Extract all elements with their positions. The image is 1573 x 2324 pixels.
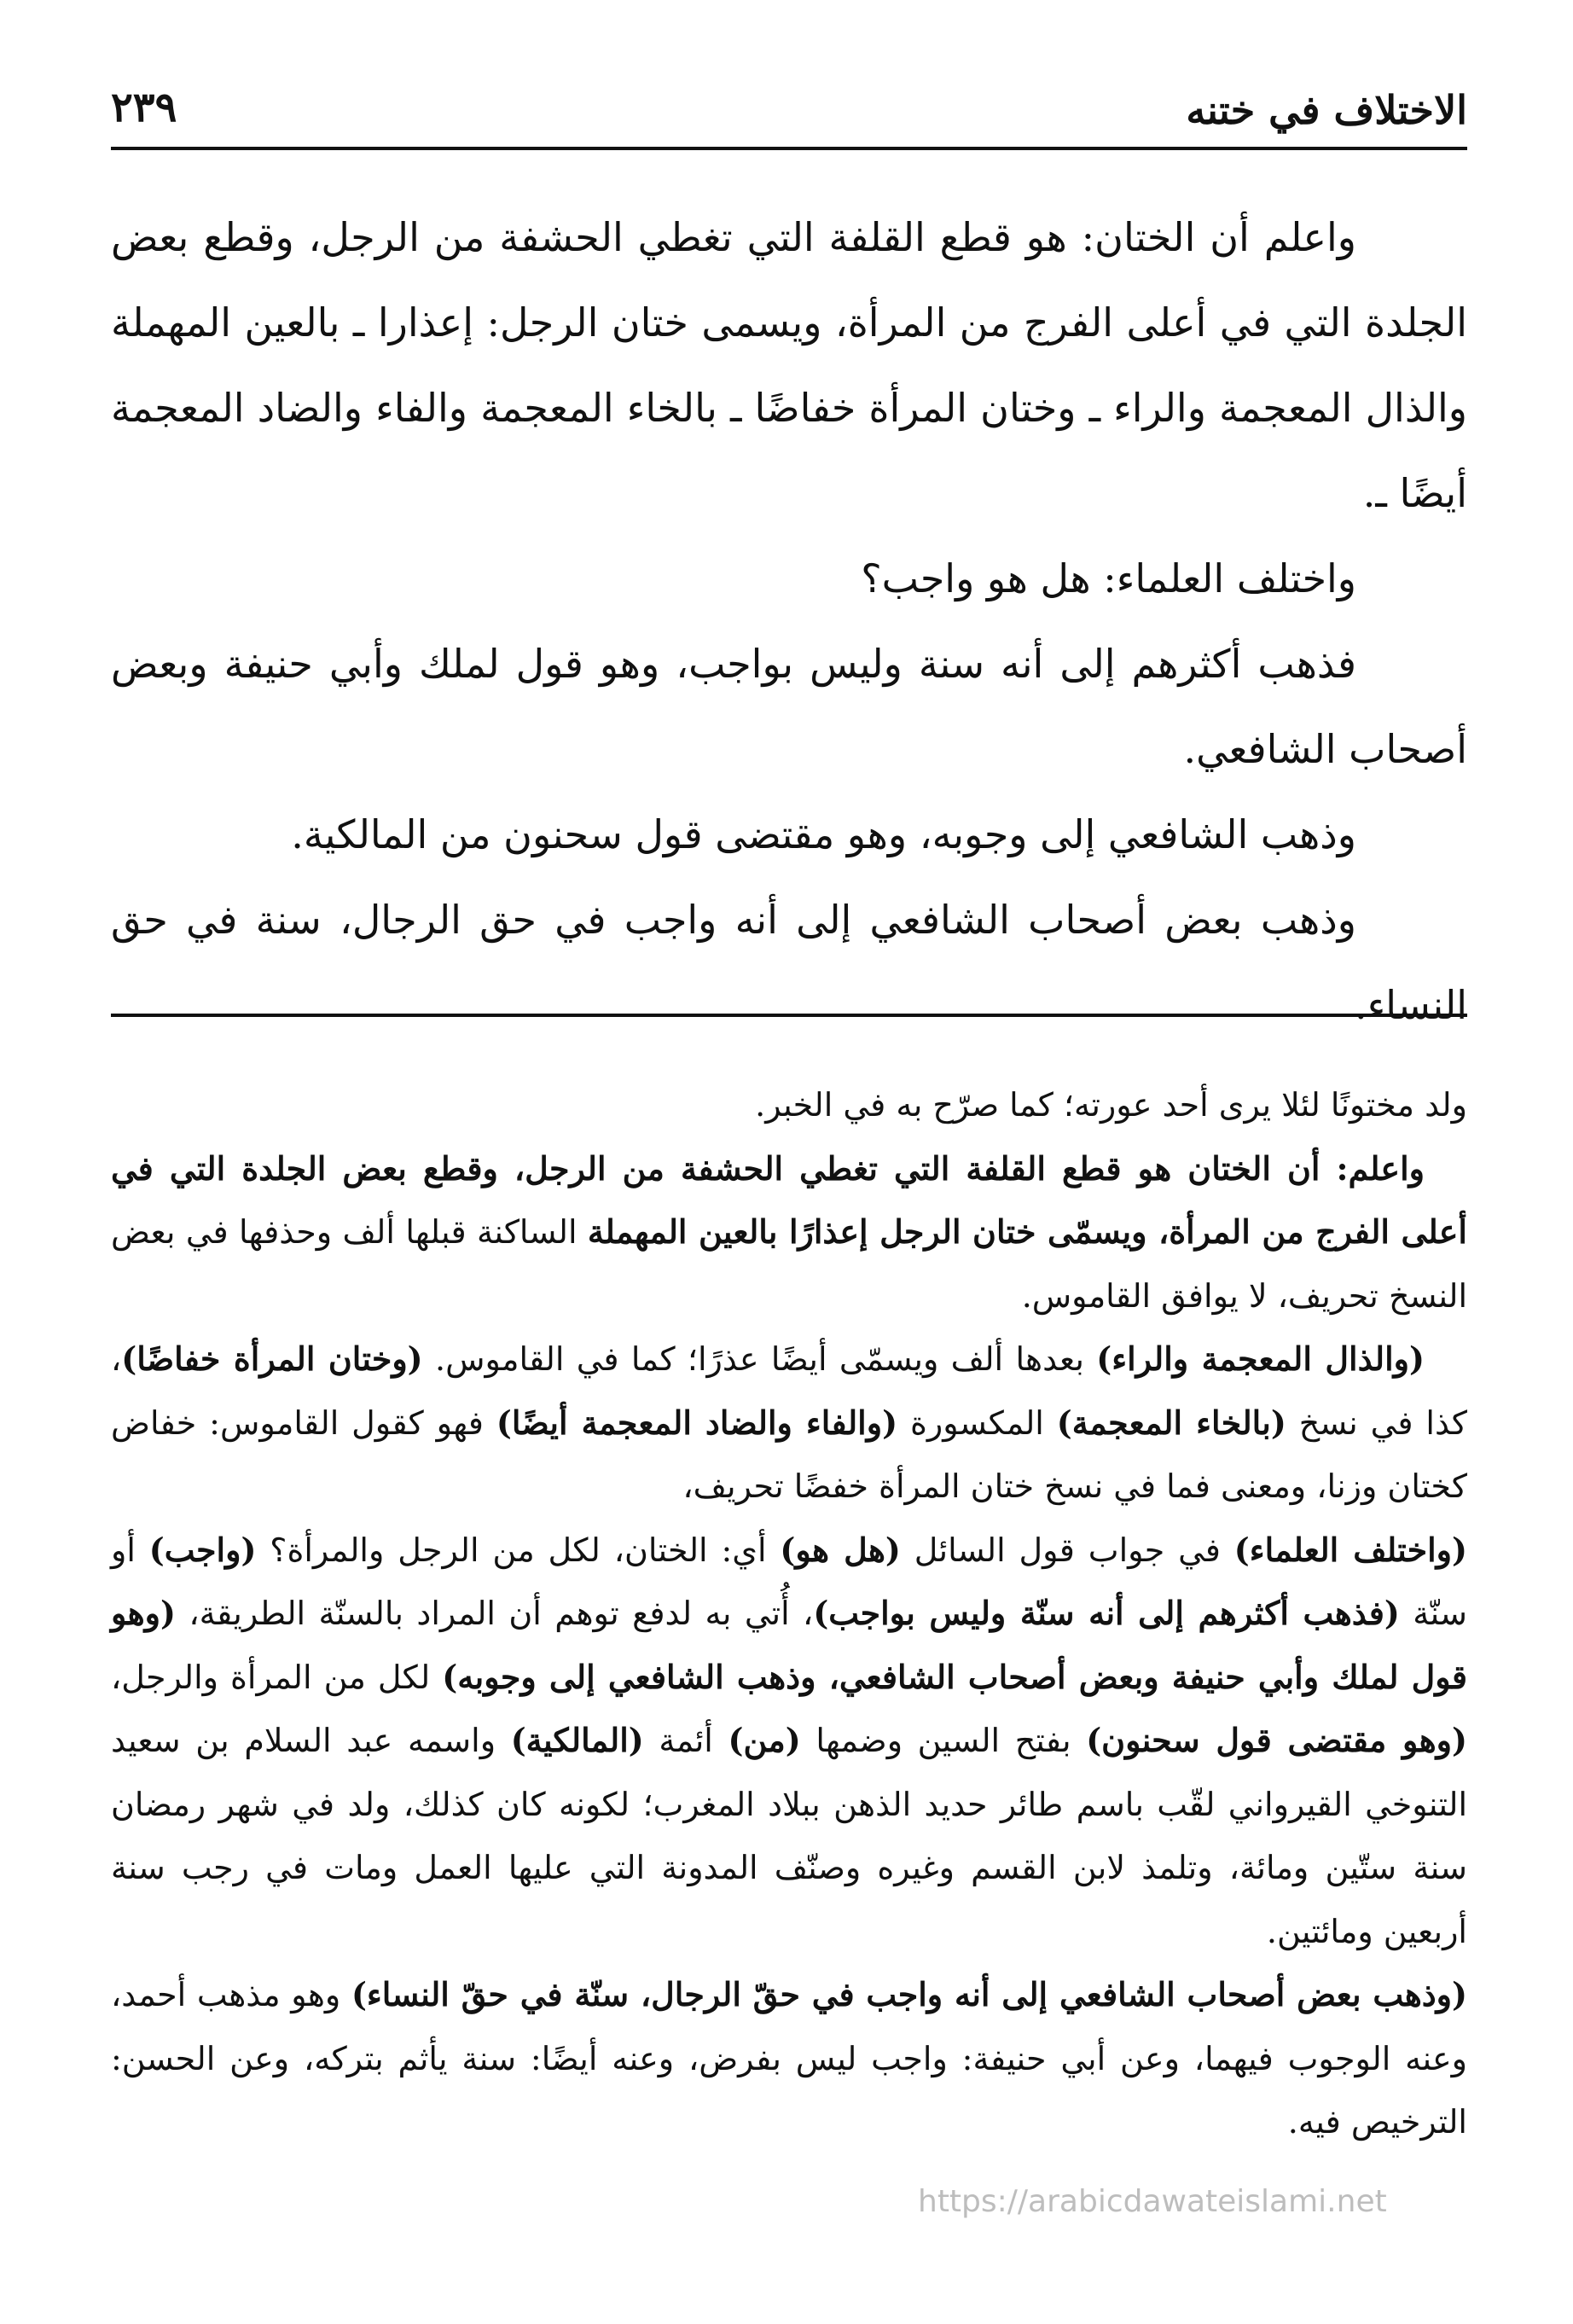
commentary-text: فهو كقول القاموس: خفاض كختان وزنا، ومعنى فما في نسخ ختان المرأة خفضًا تحريف، xyxy=(111,1403,1467,1505)
main-paragraph: واعلم أن الختان: هو قطع القلفة التي تغطي الحشفة من الرجل، وقطع بعض الجلدة التي في أعلى الفرج من المرأة، ويسمى ختان الرجل: إعذارا ـ بالعين المهملة والذال المعجمة والراء ـ وختان المرأة خفاضًا ـ بالخاء المعجمة والفاء والضاد المعجمة أيضًا ـ. xyxy=(111,214,1467,516)
quoted-text: (هل هو) xyxy=(780,1530,901,1569)
commentary xyxy=(111,1073,1467,2154)
quoted-text: (وختان المرأة خفاضًا) xyxy=(121,1339,423,1378)
commentary-text: المكسورة xyxy=(897,1403,1057,1442)
quoted-text: (والفاء والضاد المعجمة أيضًا) xyxy=(496,1403,898,1442)
commentary-paragraph xyxy=(111,1073,1467,1137)
commentary-text: أو سنّة xyxy=(111,1531,1467,1632)
main-paragraph: واختلف العلماء: هل هو واجب؟ xyxy=(861,555,1356,601)
commentary-paragraph xyxy=(111,1963,1467,2154)
commentary-text: في جواب قول السائل xyxy=(900,1531,1234,1569)
quoted-text: (واجب) xyxy=(148,1530,257,1569)
commentary-text: ولد مختونًا لئلا يرى أحد عورته؛ كما صرّح به في الخبر. xyxy=(755,1086,1467,1124)
commentary-text: ، كذا في نسخ xyxy=(111,1340,1467,1442)
running-title: الاختلاف في ختنه xyxy=(1186,87,1467,133)
quoted-text: (بالخاء المعجمة) xyxy=(1056,1403,1286,1442)
main-paragraph: وذهب الشافعي إلى وجوبه، وهو مقتضى قول سحنون من المالكية. xyxy=(291,811,1356,857)
main-text xyxy=(111,195,1467,1048)
commentary-text: بعدها ألف ويسمّى أيضًا عذرًا؛ كما في القاموس. xyxy=(422,1340,1097,1378)
quoted-text: (وهو قول لملك وأبي حنيفة وبعض أصحاب الشافعي، وذهب الشافعي إلى وجوبه) xyxy=(111,1594,1468,1696)
page-number: ٢٣٩ xyxy=(111,84,177,131)
header-rule xyxy=(111,147,1467,150)
footnote-separator xyxy=(111,1014,1467,1017)
quoted-text: (واختلف العلماء) xyxy=(1233,1530,1467,1569)
quoted-text: (من) xyxy=(728,1721,801,1759)
commentary-paragraph xyxy=(111,1328,1467,1519)
commentary-text: أئمة xyxy=(643,1722,728,1759)
commentary-text: الساكنة قبلها ألف وحذفها في بعض النسخ تحريف، لا يوافق القاموس. xyxy=(111,1213,1467,1315)
quoted-text: (المالكية) xyxy=(510,1721,644,1759)
commentary-paragraph xyxy=(111,1519,1467,1964)
quoted-text: (وذهب بعض أصحاب الشافعي إلى أنه واجب في حقّ الرجال، سنّة في حقّ النساء) xyxy=(351,1975,1467,2013)
commentary-text: لكل من المرأة والرجل، xyxy=(111,1658,443,1696)
quoted-text: (والذال المعجمة والراء) xyxy=(1096,1339,1425,1378)
commentary-text: بفتح السين وضمها xyxy=(800,1722,1087,1759)
commentary-paragraph xyxy=(111,1137,1467,1328)
quoted-text: واعلم: أن الختان هو قطع القلفة التي تغطي الحشفة من الرجل، وقطع بعض الجلدة التي في أعلى الفرج من المرأة، ويسمّى ختان الرجل إعذارًا بالعين المهملة xyxy=(111,1148,1467,1251)
quoted-text: (وهو مقتضى قول سحنون) xyxy=(1086,1721,1467,1759)
watermark-url: https://arabicdawateislami.net xyxy=(918,2184,1387,2219)
quoted-text: (فذهب أكثرهم إلى أنه سنّة وليس بواجب) xyxy=(813,1594,1400,1632)
commentary-text: وهو مذهب أحمد، وعنه الوجوب فيهما، وعن أبي حنيفة: واجب ليس بفرض، وعنه أيضًا: سنة يأثم بتركه، وعن الحسن: الترخيص فيه. xyxy=(111,1976,1467,2141)
commentary-text: أي: الختان، لكل من الرجل والمرأة؟ xyxy=(256,1531,781,1569)
main-paragraph: فذهب أكثرهم إلى أنه سنة وليس بواجب، وهو قول لملك وأبي حنيفة وبعض أصحاب الشافعي. xyxy=(111,641,1467,772)
commentary-text: ، أُتي به لدفع توهم أن المراد بالسنّة الطريقة، xyxy=(176,1595,814,1632)
page-header xyxy=(111,78,1467,147)
commentary-text: واسمه عبد السلام بن سعيد التنوخي القيرواني لقّب باسم طائر حديد الذهن ببلاد المغرب؛ لكونه كان كذلك، ولد في شهر رمضان سنة ستّين ومائة، وتلمذ لابن القسم وغيره وصنّف المدونة التي عليها العمل ومات في رجب سنة أربعين ومائتين. xyxy=(111,1722,1467,1950)
main-paragraph: وذهب بعض أصحاب الشافعي إلى أنه واجب في حق الرجال، سنة في حق النساء. xyxy=(111,897,1467,1028)
